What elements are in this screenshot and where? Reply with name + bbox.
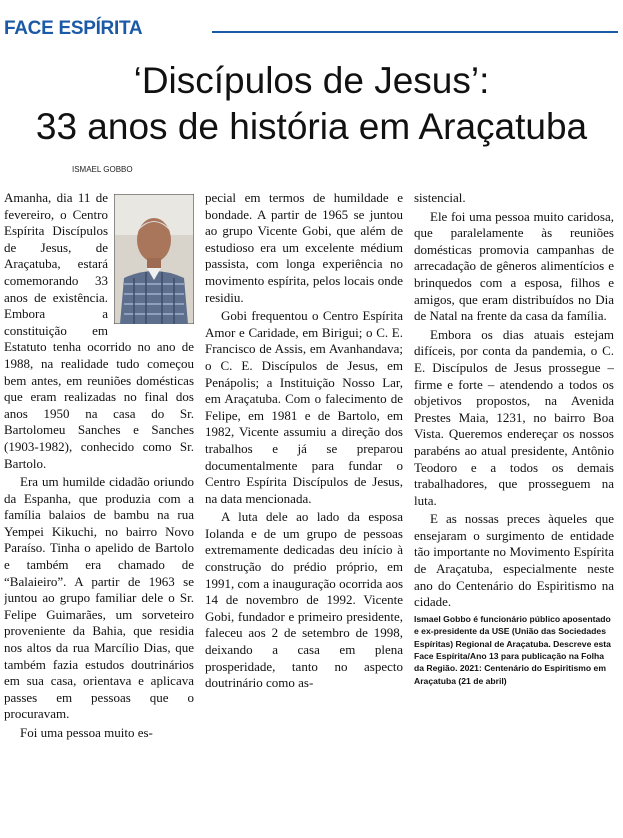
paragraph: Amanha, dia 11 de fevereiro, o Centro Espírita Discípulos de Jesus, de Araçatuba, estará comemorando 33 anos de existência. Embora a constituição em Estatuto tenha ocorrido no ano de 1988, na realidade tudo começou bem antes, em reuniões domésticas que eram realizadas no final dos anos 1950 na casa do Sr. Bartolomeu Sanches e Sanches (1903-1982), conhecido como Sr. Bartolo. — [4, 190, 194, 471]
headline — [0, 58, 623, 150]
paragraph: sistencial. — [414, 190, 466, 205]
headline-line-2: 33 anos de história em Araçatuba — [35, 106, 588, 147]
article-column-2 — [205, 190, 403, 836]
headline-line-1: ‘Discípulos de Jesus’: — [133, 60, 490, 101]
byline: ISMAEL GOBBO — [72, 165, 133, 174]
paragraph: Foi uma pessoa muito es- — [20, 725, 153, 740]
paragraph: pecial em termos de humildade e bondade. A partir de 1965 se juntou ao grupo Vicente Gobi, que além de estudioso era um excelente médium passista, com longa experiência no movimento espírita, pelos locais onde residiu. — [205, 190, 403, 305]
paragraph: Embora os dias atuais estejam difíceis, por conta da pandemia, o C. E. Discípulos de Jesus prossegue – firme e forte – atendendo a todos os objetivos propostos, na Avenida Prestes Maia, 1231, no bairro Boa Vista. Queremos endereçar os nossos parabéns ao atual presidente, Antônio Teodoro e a todos os demais trabalhadores, que prosseguem na luta. — [414, 326, 614, 508]
author-photo — [114, 194, 194, 324]
paragraph: Ele foi uma pessoa muito caridosa, que paralelamente às reuniões domésticas promovia campanhas de arrecadação de gêneros alimentícios e brinquedos com a esposa, filhos e amigos, que eram distribuídos no Dia de Natal na frente da casa da família. — [414, 208, 614, 324]
paragraph: Gobi frequentou o Centro Espírita Amor e Caridade, em Birigui; o C. E. Francisco de Assis, em Avanhandava; o C. E. Discípulos de Jesus, em Penápolis; a Instituição Nosso Lar, em Araçatuba. Com o falecimento de Felipe, em 1981 e de Bartolo, em 1982, Vicente assumiu a direção dos trabalhos e já se preparou documentalmente para fundar o Centro Espírita Discípulos de Jesus, na data mencionada. — [205, 308, 403, 506]
section-label: FACE ESPÍRITA — [4, 18, 143, 39]
author-note: Ismael Gobbo é funcionário público aposentado e ex-presidente da USE (União das Sociedades Espíritas) Regional de Araçatuba. Descreve esta Face Espírita/Ano 13 para publicação na Folha da Região. 2021: Centenário do Espiritismo em Araçatuba (21 de abril) — [414, 613, 611, 686]
paragraph: Era um humilde cidadão oriundo da Espanha, que produzia com a família balaios de bambu na rua Yempei Kikuchi, no bairro Novo Paraíso. Tinha o apelido de Bartolo e também era chamado de “Balaieiro”. A partir de 1963 se juntou ao grupo familiar dele o Sr. Felipe Guimarães, um sorveteiro proveniente da Bahia, que residia nos altos da rua Marcílio Dias, que também fazia estudos doutrinários em sua casa, orientava e aplicava passes em pessoas que o procuravam. — [4, 474, 194, 722]
section-divider — [212, 31, 618, 33]
article-column-1 — [4, 190, 194, 836]
paragraph: E as nossas preces àqueles que ensejaram o surgimento de entidade tão importante no Movimento Espírita de Araçatuba, especialmente neste ano do Centenário do Espiritismo na cidade. — [414, 511, 614, 610]
portrait-icon — [114, 194, 194, 324]
article-column-3 — [414, 190, 614, 836]
paragraph: A luta dele ao lado da esposa Iolanda e de um grupo de pessoas extremamente dedicadas deu início à construção do prédio próprio, em 1991, com a inauguração ocorrida aos 14 de novembro de 1992. Vicente Gobi, fundador e primeiro presidente, faleceu aos 2 de setembro de 1998, deixando a casa em plena prosperidade, tanto no aspecto doutrinário como as- — [205, 509, 403, 691]
